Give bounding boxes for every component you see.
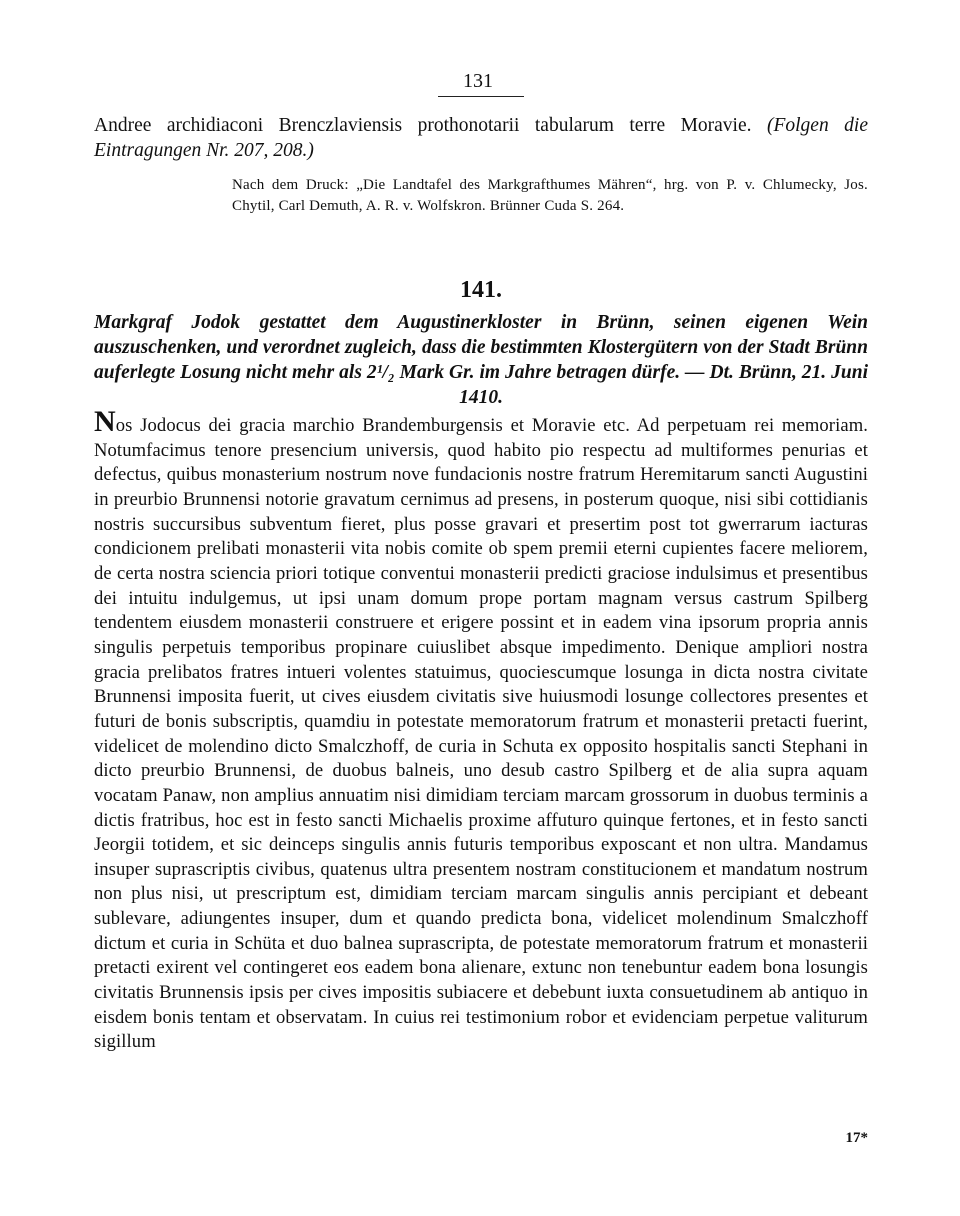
- document-body: [94, 405, 868, 1055]
- document-body-text: os Jodocus dei gracia marchio Brandemburgensis et Moravie etc. Ad perpetuam rei memoriam. Notumfacimus tenore presencium universis, quod habito pio respectu ad multiformes penurias et defectus, quibus monasterium nostrum nove fundacionis nostre fratrum Heremitarum sancti Augustini in preurbio Brunnensi notorie gravatum cernimus ad presens, in posterum quoque, nisi sibi cottidianis nostris succursibus subventum fieret, plus posse gravari et presertim post tot gwerrarum iacturas condicionem prelibati monasterii vita nobis comite ob spem premii eterni cupientes facere meliorem, de certa nostra sciencia priori totique conventui monasterii predicti graciose indulsimus et presentibus dei intuitu indulgemus, ut ipsi unam domum prope portam magnam versus castrum Spilberg tendentem eiusdem monasterii construere et erigere possint et in eadem vina ipsorum propria annis singulis perpetuis temporibus propinare cuiuslibet absque impedimento. Denique ampliori nostra gracia prelibatos fratres intueri volentes statuimus, quociescumque losunga in dicta nostra civitate Brunnensi imposita fuerit, ut cives eiusdem civitatis sive huiusmodi losunge collectores presentes et futuri de bonis subscriptis, quamdiu in potestate memoratorum fratrum et monasterii pretacti fuerint, videlicet de molendino dicto Smalczhoff, de curia in Schuta ex opposito hospitalis sancti Stephani in dicto preurbio Brunnensi, de duobus balneis, uno desub castro Spilberg et de alia supra aquam vocatam Panaw, non amplius annuatim nisi dimidiam terciam marcam grossorum in duobus terminis a dictis fratribus, hoc est in festo sancti Michaelis proxime affuturo quinque fertones, et in festo sancti Jeorgii totidem, et sic deinceps singulis annis futuris temporibus exposcant et non ultra. Mandamus insuper suprascriptis civibus, quatenus ultra presentem nostram constitucionem et mandatum nostrum non plus nisi, ut prescriptum est, dimidiam terciam marcam singulis annis percipiant et debeant sublevare, adiungentes insuper, dum et quando predicta bona, videlicet molendinum Smalczhoff dictum et curia in Schüta et duo balnea suprascripta, de potestate memoratorum fratrum et monasterii pretacti exirent vel contingeret eos eadem bona alienare, extunc non tenebuntur eadem bona losungis civitatis Brunnensis ipsis per cives impositis subiacere et debebunt iuxta consuetudinem ab antiquo in eisdem bonis tentam et observatam. In cuius rei testimonium robor et evidenciam perpetue valiturum sigillum: [94, 415, 868, 1053]
- page-number: 131: [463, 70, 493, 92]
- document-number: 141.: [460, 277, 502, 303]
- initial-letter: N: [94, 405, 116, 438]
- preceding-entry-heading: [94, 113, 868, 163]
- document-summary: Markgraf Jodok gestattet dem Augustinerkloster in Brünn, seinen eigenen Wein auszuschenken, und verordnet zugleich, dass die bestimmten Klostergütern von der Stadt Brünn auferlegte Losung nicht mehr als 2¹/₂ Mark Gr. im Jahre betragen dürfe. — Dt. Brünn, 21. Juni 1410.: [94, 312, 868, 408]
- page-header: [438, 70, 518, 97]
- preceding-entry-text: Andree archidiaconi Brenczlaviensis prothonotarii tabularum terre Moravie.: [94, 115, 752, 136]
- signature-mark: 17*: [845, 1130, 868, 1146]
- page-number-rule: [438, 96, 524, 97]
- source-note: Nach dem Druck: „Die Landtafel des Markgrafthumes Mähren“, hrg. von P. v. Chlumecky, Jos. Chytil, Carl Demuth, A. R. v. Wolfskron. Brünner Cuda S. 264.: [232, 177, 868, 214]
- preceding-entry-note: (Folgen die Eintragungen Nr. 207, 208.): [94, 115, 868, 161]
